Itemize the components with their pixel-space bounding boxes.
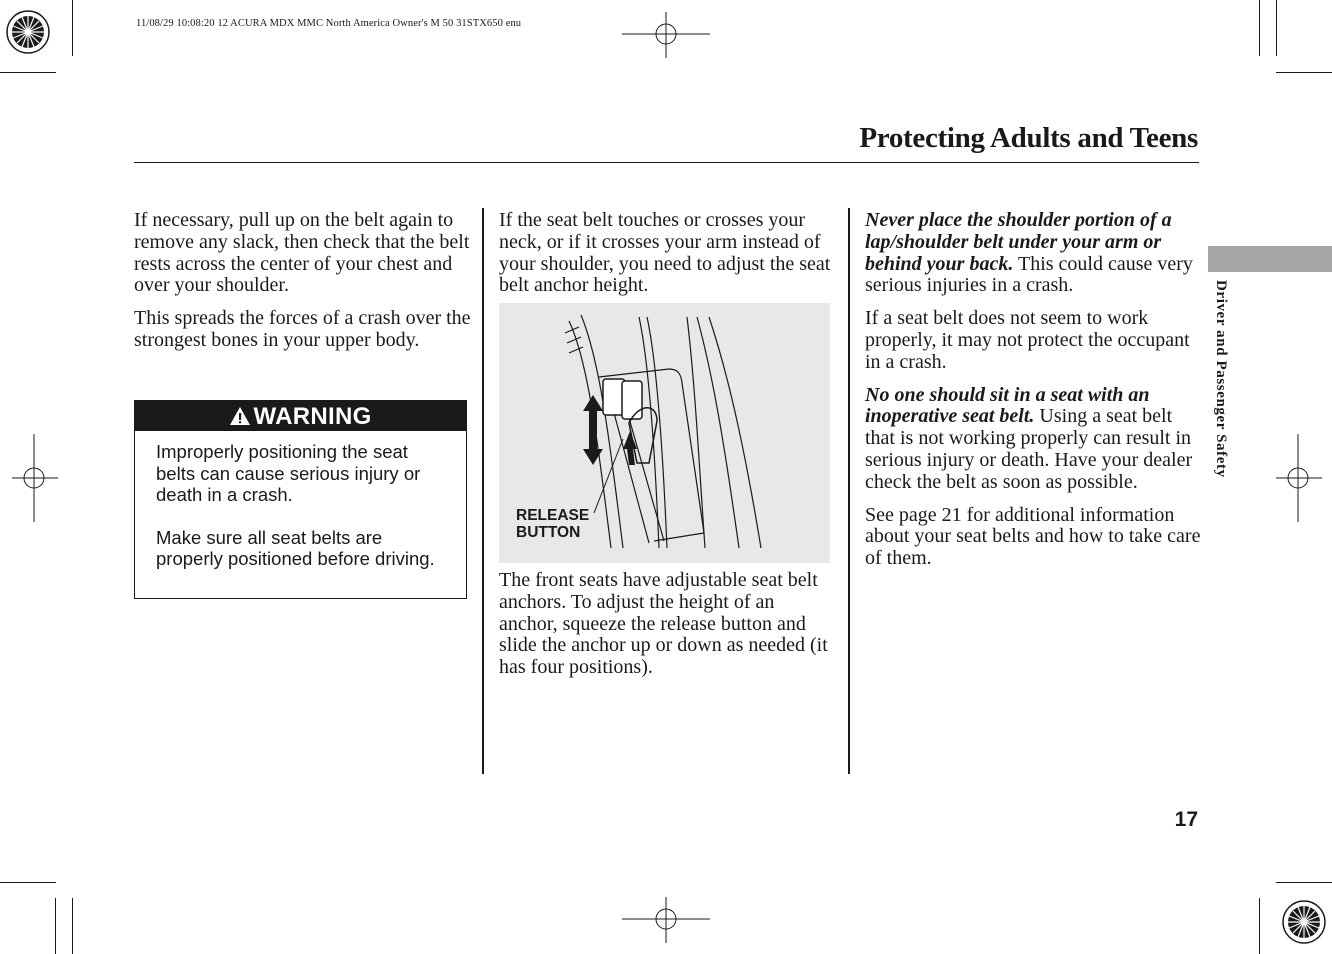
- registration-starburst-icon: [0, 9, 56, 55]
- warning-heading: WARNING: [253, 403, 372, 430]
- registration-starburst-icon: [1276, 899, 1332, 945]
- crosshair-mark-icon: [12, 434, 58, 522]
- column-middle: [499, 210, 837, 308]
- paragraph: [865, 210, 1201, 297]
- section-tab-label: Driver and Passenger Safety: [1213, 280, 1229, 478]
- emphasis-text: No one should sit in a seat with an inoperative seat belt.: [865, 383, 1150, 428]
- column-middle-lower: [499, 570, 837, 690]
- paragraph: If a seat belt does not seem to work properly, it may not protect the occupant in a crash.: [865, 307, 1190, 373]
- crosshair-mark-icon: [622, 897, 710, 943]
- warning-box: [134, 400, 467, 599]
- crosshair-mark-icon: [1276, 434, 1322, 522]
- paragraph: See page 21 for additional information about your seat belts and how to take care of them.: [865, 503, 1201, 570]
- paragraph-text: Using a seat belt that is not working properly can result in serious injury or death. Have your dealer check the belt as soon as possible.: [865, 405, 1193, 493]
- crosshair-mark-icon: [622, 12, 710, 58]
- warning-paragraph: Improperly positioning the seat belts can cause serious injury or death in a crash.: [156, 441, 421, 505]
- print-metadata: 11/08/29 10:08:20 12 ACURA MDX MMC North America Owner's M 50 31STX650 enu: [136, 18, 522, 29]
- page-number: 17: [1174, 808, 1198, 831]
- paragraph: The front seats have adjustable seat belt anchors. To adjust the height of an anchor, squeeze the release button and slide the anchor up or down as needed (it has four positions).: [499, 569, 828, 679]
- title-divider: [134, 162, 1199, 163]
- paragraph-text: This could cause very serious injuries in a crash.: [865, 252, 1193, 297]
- paragraph: [865, 385, 1201, 494]
- warning-body: [135, 431, 466, 570]
- column-divider: [848, 208, 850, 774]
- release-button-label: RELEASE BUTTON: [516, 507, 590, 541]
- seat-belt-anchor-figure: [499, 303, 830, 563]
- section-tab: [1208, 246, 1332, 272]
- warning-paragraph: Make sure all seat belts are properly positioned before driving.: [156, 526, 435, 569]
- column-divider: [482, 208, 484, 774]
- column-left: [134, 210, 474, 363]
- emphasis-text: Never place the shoulder portion of a lap/shoulder belt under your arm or behind your back.: [865, 209, 1172, 275]
- column-right: [865, 210, 1201, 581]
- paragraph: If the seat belt touches or crosses your neck, or if it crosses your arm instead of your shoulder, you need to adjust the seat belt anchor height.: [499, 209, 831, 297]
- warning-header: [135, 401, 466, 431]
- paragraph: This spreads the forces of a crash over the strongest bones in your upper body.: [134, 307, 471, 351]
- warning-triangle-icon: [229, 405, 251, 427]
- page-title: Protecting Adults and Teens: [859, 122, 1198, 154]
- paragraph: If necessary, pull up on the belt again to remove any slack, then check that the belt rests across the center of your chest and over your shoulder.: [134, 209, 470, 297]
